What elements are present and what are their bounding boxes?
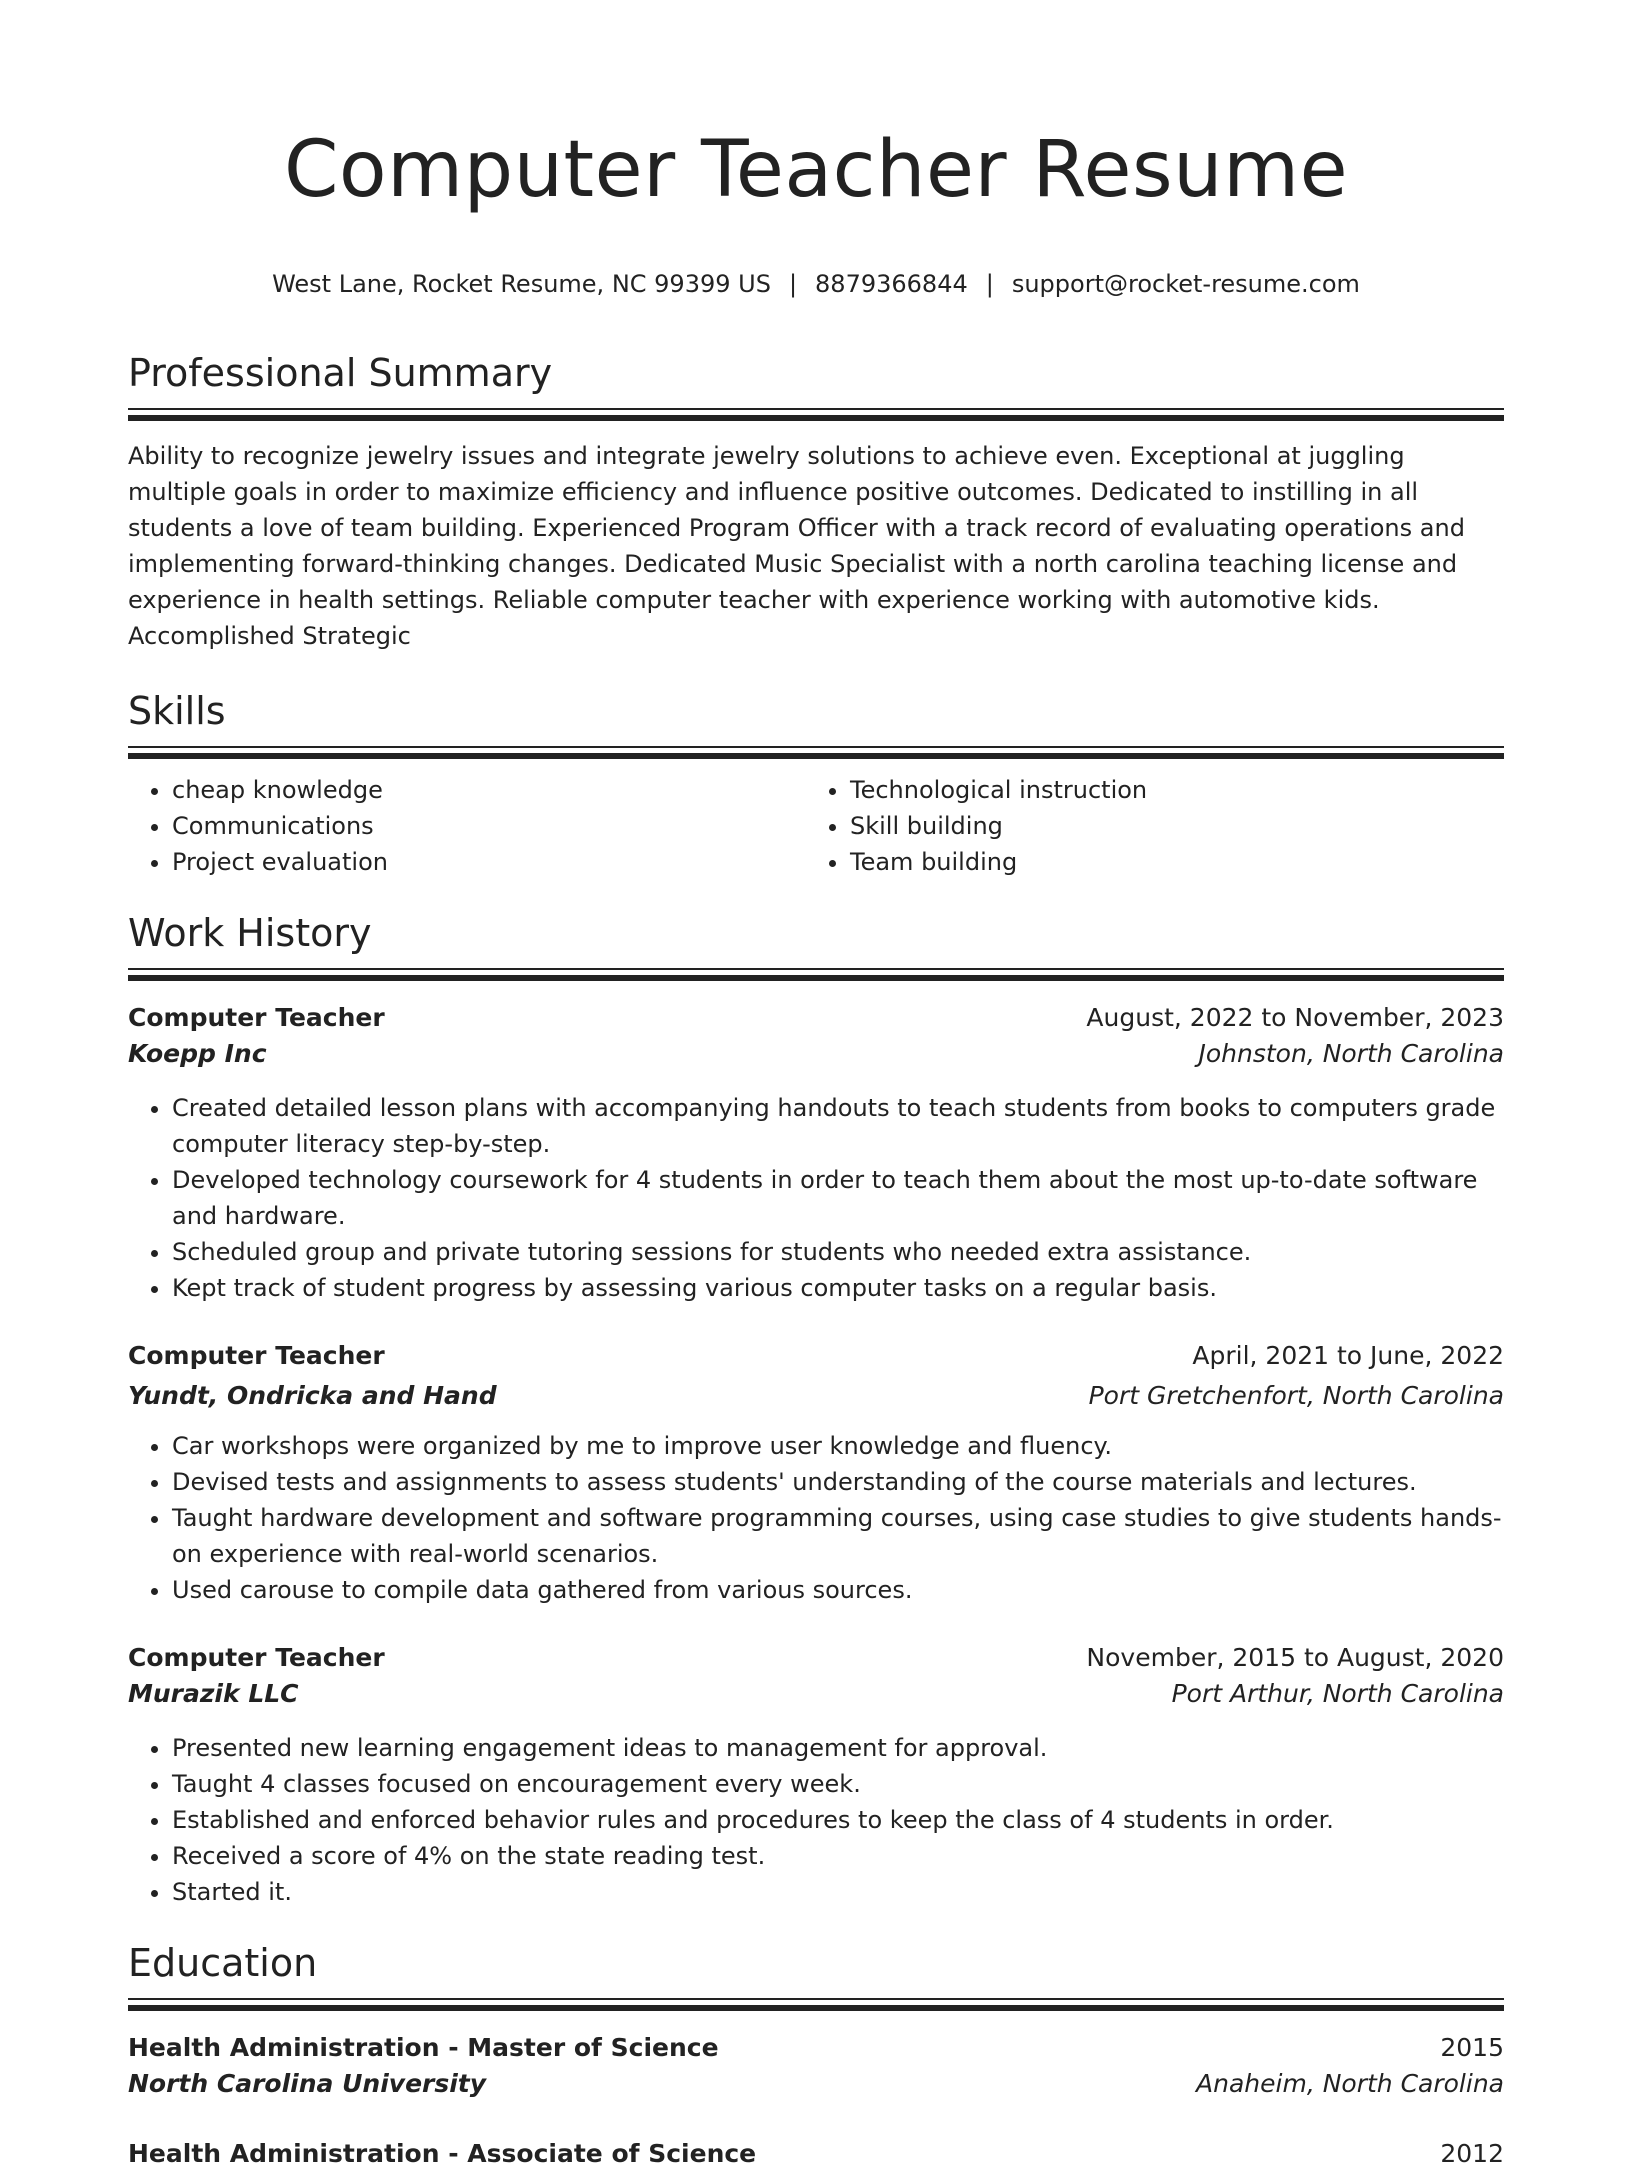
contact-separator: | <box>788 270 798 299</box>
education-section <box>128 1940 1504 2172</box>
job-location: Johnston, North Carolina <box>1198 1039 1504 1069</box>
job-bullet: • Developed technology coursework for 4 students in order to teach them about the most up-to-date software and hardware. <box>172 1162 1504 1234</box>
education-entry <box>128 2136 1504 2172</box>
education-header <box>128 2136 1504 2172</box>
resume-name: Computer Teacher Resume <box>283 125 1349 215</box>
skills-left-list <box>128 772 806 880</box>
education-header <box>128 2030 1504 2066</box>
summary-text: Ability to recognize jewelry issues and integrate jewelry solutions to achieve even. Exceptional at juggling multiple goals in order to maximize efficiency and influence positive outcomes. Dedicated to instilling in all students a love of team building. Experienced Program Officer with a track record of evaluating operations and implementing forward-thinking changes. Dedicated Music Specialist with a north carolina teaching license and experience in health settings. Reliable computer teacher with experience working with automotive kids. Accomplished Strategic <box>128 442 1465 651</box>
job-location: Port Arthur, North Carolina <box>1171 1679 1504 1709</box>
job-company: Yundt, Ondricka and Hand <box>128 1381 497 1411</box>
job-bullet: • Presented new learning engagement ideas to management for approval. <box>172 1730 1504 1766</box>
contact-email: support@rocket-resume.com <box>1011 270 1360 299</box>
section-divider <box>128 746 1504 758</box>
education-location: Anaheim, North Carolina <box>1196 2069 1504 2099</box>
section-title-work: Work History <box>128 911 372 956</box>
education-year: 2015 <box>1440 2033 1504 2063</box>
job-bullet: • Taught 4 classes focused on encouragement every week. <box>172 1766 1504 1802</box>
job-bullet: • Started it. <box>172 1874 1504 1910</box>
job-title: Computer Teacher <box>128 1341 385 1371</box>
job-company: Murazik LLC <box>128 1679 299 1709</box>
job-subheader <box>128 1378 1504 1414</box>
job-entry <box>128 1640 1504 1910</box>
job-bullet: • Received a score of 4% on the state reading test. <box>172 1838 1504 1874</box>
job-subheader <box>128 1676 1504 1712</box>
education-degree: Health Administration - Master of Science <box>128 2033 719 2063</box>
education-degree: Health Administration - Associate of Science <box>128 2139 757 2169</box>
job-header <box>128 1640 1504 1676</box>
skills-right-list <box>806 772 1484 880</box>
education-year: 2012 <box>1440 2139 1504 2169</box>
job-dates: August, 2022 to November, 2023 <box>1086 1003 1504 1033</box>
education-school: North Carolina University <box>128 2069 487 2099</box>
education-subheader <box>128 2066 1504 2102</box>
job-title: Computer Teacher <box>128 1643 385 1673</box>
section-title-education: Education <box>128 1941 318 1986</box>
job-title: Computer Teacher <box>128 1003 385 1033</box>
job-entry <box>128 1338 1504 1608</box>
skill-item: • Technological instruction <box>850 772 1484 808</box>
job-bullet: • Devised tests and assignments to assess students' understanding of the course materials and lectures. <box>172 1464 1504 1500</box>
job-entry <box>128 1000 1504 1306</box>
section-divider <box>128 1998 1504 2010</box>
contact-line <box>128 268 1504 300</box>
contact-address: West Lane, Rocket Resume, NC 99399 US <box>272 270 771 299</box>
education-entry <box>128 2030 1504 2102</box>
contact-phone: 8879366844 <box>815 270 968 299</box>
job-bullets <box>128 1090 1504 1306</box>
skills-section <box>128 688 1504 880</box>
job-bullet: • Kept track of student progress by assessing various computer tasks on a regular basis. <box>172 1270 1504 1306</box>
job-bullet: • Established and enforced behavior rules and procedures to keep the class of 4 students in order. <box>172 1802 1504 1838</box>
contact-separator: | <box>985 270 994 299</box>
job-company: Koepp Inc <box>128 1039 267 1069</box>
summary-section <box>128 350 1504 654</box>
skills-columns <box>128 772 1504 880</box>
skill-item: • Team building <box>850 844 1484 880</box>
job-subheader <box>128 1036 1504 1072</box>
job-bullets <box>128 1428 1504 1608</box>
skill-item: • Communications <box>172 808 806 844</box>
job-bullet: • Car workshops were organized by me to improve user knowledge and fluency. <box>172 1428 1504 1464</box>
job-header <box>128 1338 1504 1374</box>
job-bullets <box>128 1730 1504 1910</box>
skill-item: • Project evaluation <box>172 844 806 880</box>
work-section <box>128 910 1504 1910</box>
section-divider <box>128 968 1504 980</box>
section-divider <box>128 408 1504 420</box>
job-header <box>128 1000 1504 1036</box>
job-bullet: • Scheduled group and private tutoring sessions for students who needed extra assistance. <box>172 1234 1504 1270</box>
job-bullet: • Created detailed lesson plans with accompanying handouts to teach students from books to computers grade computer literacy step-by-step. <box>172 1090 1504 1162</box>
section-title-summary: Professional Summary <box>128 351 553 396</box>
job-bullet: • Taught hardware development and software programming courses, using case studies to give students hands-on experience with real-world scenarios. <box>172 1500 1504 1572</box>
section-title-skills: Skills <box>128 689 226 734</box>
job-dates: April, 2021 to June, 2022 <box>1192 1341 1504 1371</box>
skill-item: • Skill building <box>850 808 1484 844</box>
resume-page <box>128 0 1504 2172</box>
job-dates: November, 2015 to August, 2020 <box>1086 1643 1504 1673</box>
job-bullet: • Used carouse to compile data gathered from various sources. <box>172 1572 1504 1608</box>
skill-item: • cheap knowledge <box>172 772 806 808</box>
job-location: Port Gretchenfort, North Carolina <box>1088 1381 1504 1411</box>
